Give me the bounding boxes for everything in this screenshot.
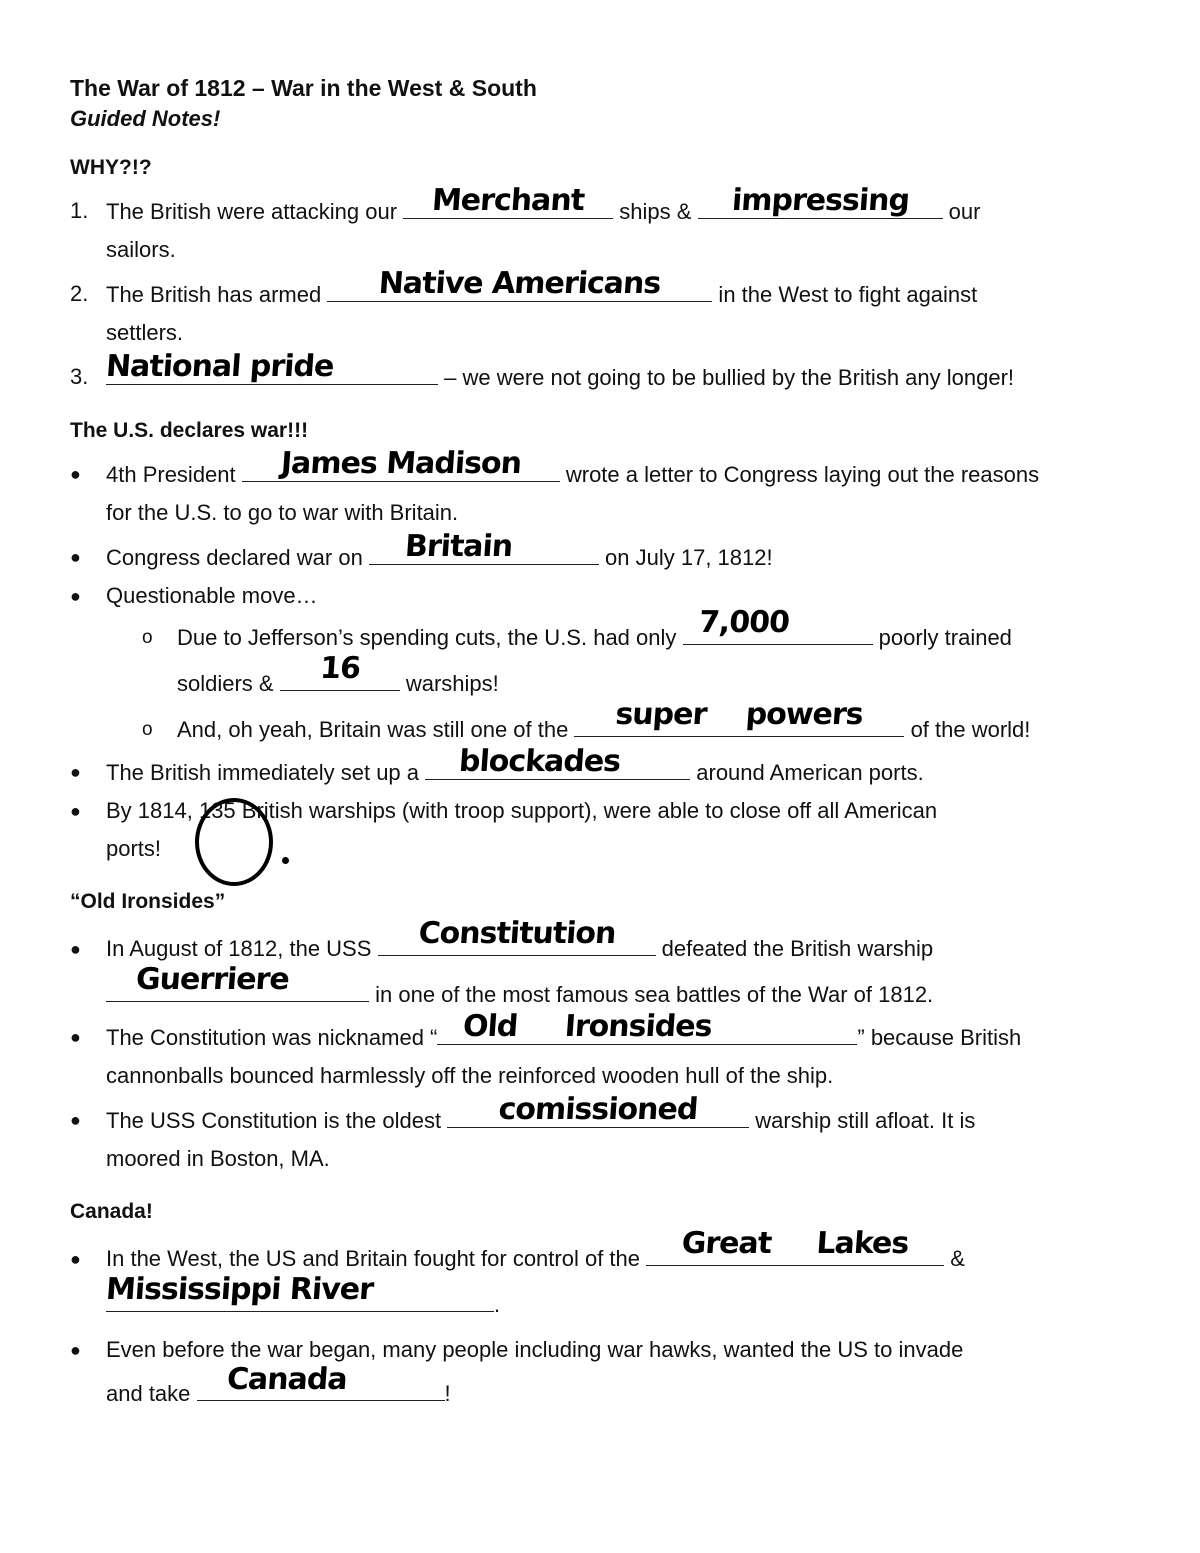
answer-blank	[447, 1092, 749, 1128]
list-item	[70, 916, 1140, 1018]
answer-blank	[425, 744, 690, 780]
handwritten-answer: comissioned	[497, 1092, 699, 1127]
list-item	[70, 1328, 1140, 1416]
list-item	[70, 744, 1140, 792]
text: The British has armed	[106, 282, 328, 307]
text: wrote a letter to Congress laying out the reasons	[559, 462, 1040, 487]
answer-blank	[437, 1009, 857, 1045]
sub-bullet-icon: o	[142, 719, 153, 740]
list-item	[70, 266, 1140, 352]
handwritten-answer: James Madison	[279, 446, 523, 481]
handwritten-answer: impressing	[730, 183, 910, 218]
handwritten-answer: super powers	[614, 697, 865, 732]
text: defeated the British warship	[655, 936, 934, 961]
answer-blank	[104, 1272, 494, 1312]
text: ” because British	[857, 1025, 1022, 1050]
text: soldiers &	[177, 671, 280, 696]
handwritten-answer: 16	[318, 651, 361, 686]
answer-blank	[106, 962, 369, 1002]
bullet-icon: ●	[70, 1027, 81, 1047]
text: ships &	[613, 199, 698, 224]
page-subtitle: Guided Notes!	[70, 106, 221, 131]
bullet-icon: ●	[70, 586, 81, 606]
list-item	[70, 446, 1140, 532]
answer-blank	[574, 697, 904, 737]
text: By 1814, 135 British warships (with troop support), were able to close off all American	[106, 798, 938, 823]
text: sailors.	[106, 237, 176, 262]
text: settlers.	[106, 320, 184, 345]
text: warship still afloat. It is	[749, 1108, 976, 1133]
handwritten-answer: Old Ironsides	[462, 1009, 714, 1044]
answer-blank	[327, 266, 712, 302]
text: ports!	[106, 836, 162, 861]
text: &	[944, 1246, 965, 1271]
bullet-icon: ●	[70, 762, 81, 782]
text: Congress declared war on	[106, 545, 369, 570]
list-item	[70, 577, 1140, 615]
text: – we were not going to be bullied by the British any longer!	[438, 365, 1015, 390]
section-heading-ironsides: “Old Ironsides”	[70, 890, 226, 913]
handwritten-answer: Great Lakes	[680, 1226, 910, 1261]
text: Even before the war began, many people including war hawks, wanted the US to invade	[106, 1337, 964, 1362]
handwritten-answer: Native Americans	[377, 266, 662, 301]
text: And, oh yeah, Britain was still one of the	[177, 717, 575, 742]
answer-blank	[403, 183, 613, 219]
bullet-icon: ●	[70, 801, 81, 821]
bullet-icon: ●	[70, 1110, 81, 1130]
list-item	[70, 1092, 1140, 1178]
text: on July 17, 1812!	[598, 545, 773, 570]
text: Questionable move…	[106, 583, 318, 608]
list-item	[70, 1226, 1140, 1328]
item-number: 3.	[70, 364, 89, 389]
text: The USS Constitution is the oldest	[106, 1108, 448, 1133]
text: warships!	[399, 671, 499, 696]
handwritten-answer: Constitution	[416, 916, 617, 951]
item-number: 1.	[70, 198, 89, 223]
answer-blank	[646, 1226, 944, 1266]
answer-blank	[280, 651, 400, 691]
answer-blank	[378, 916, 656, 956]
list-item	[70, 529, 1140, 577]
handwritten-dot-mark	[282, 857, 289, 864]
text: The Constitution was nicknamed “	[106, 1025, 438, 1050]
list-item	[70, 183, 1140, 269]
text: around American ports.	[690, 760, 924, 785]
text: Due to Jefferson’s spending cuts, the U.S. had only	[177, 625, 683, 650]
text: cannonballs bounced harmlessly off the reinforced wooden hull of the ship.	[106, 1063, 834, 1088]
item-number: 2.	[70, 281, 89, 306]
text: poorly trained	[872, 625, 1012, 650]
text: in one of the most famous sea battles of the War of 1812.	[369, 982, 934, 1007]
text: In August of 1812, the USS	[106, 936, 378, 961]
text: In the West, the US and Britain fought for control of the	[106, 1246, 647, 1271]
handwritten-circle-mark	[195, 798, 273, 886]
text: and take	[106, 1381, 197, 1406]
answer-blank	[698, 183, 943, 219]
answer-blank	[242, 446, 560, 482]
answer-blank	[369, 529, 599, 565]
handwritten-answer: Britain	[403, 529, 514, 564]
list-item	[70, 1009, 1140, 1095]
worksheet	[70, 72, 1140, 1416]
text: 4th President	[106, 462, 242, 487]
handwritten-answer: blockades	[457, 744, 622, 779]
answer-blank	[104, 349, 438, 385]
text: our	[942, 199, 981, 224]
bullet-icon: ●	[70, 464, 81, 484]
text: !	[444, 1381, 451, 1406]
handwritten-answer: Guerriere	[134, 962, 290, 997]
text: The British immediately set up a	[106, 760, 426, 785]
answer-blank	[683, 605, 873, 645]
text: in the West to fight against	[712, 282, 978, 307]
bullet-icon: ●	[70, 939, 81, 959]
page-title: The War of 1812 – War in the West & South	[70, 75, 537, 101]
handwritten-answer: 7,000	[697, 605, 790, 640]
text: for the U.S. to go to war with Britain.	[106, 500, 459, 525]
bullet-icon: ●	[70, 1249, 81, 1269]
text: .	[494, 1292, 501, 1317]
text: moored in Boston, MA.	[106, 1146, 330, 1171]
section-heading-declares: The U.S. declares war!!!	[70, 419, 309, 442]
section-heading-canada: Canada!	[70, 1200, 153, 1223]
handwritten-answer: National pride	[104, 349, 335, 384]
list-item	[70, 349, 1140, 397]
handwritten-answer: Merchant	[430, 183, 586, 218]
sub-bullet-icon: o	[142, 627, 153, 648]
bullet-icon: ●	[70, 547, 81, 567]
text: of the world!	[904, 717, 1031, 742]
text: The British were attacking our	[106, 199, 404, 224]
section-heading-why: WHY?!?	[70, 156, 152, 179]
answer-blank	[197, 1362, 445, 1401]
handwritten-answer: Canada	[225, 1362, 348, 1397]
bullet-icon: ●	[70, 1340, 81, 1360]
handwritten-answer: Mississippi River	[104, 1272, 375, 1307]
